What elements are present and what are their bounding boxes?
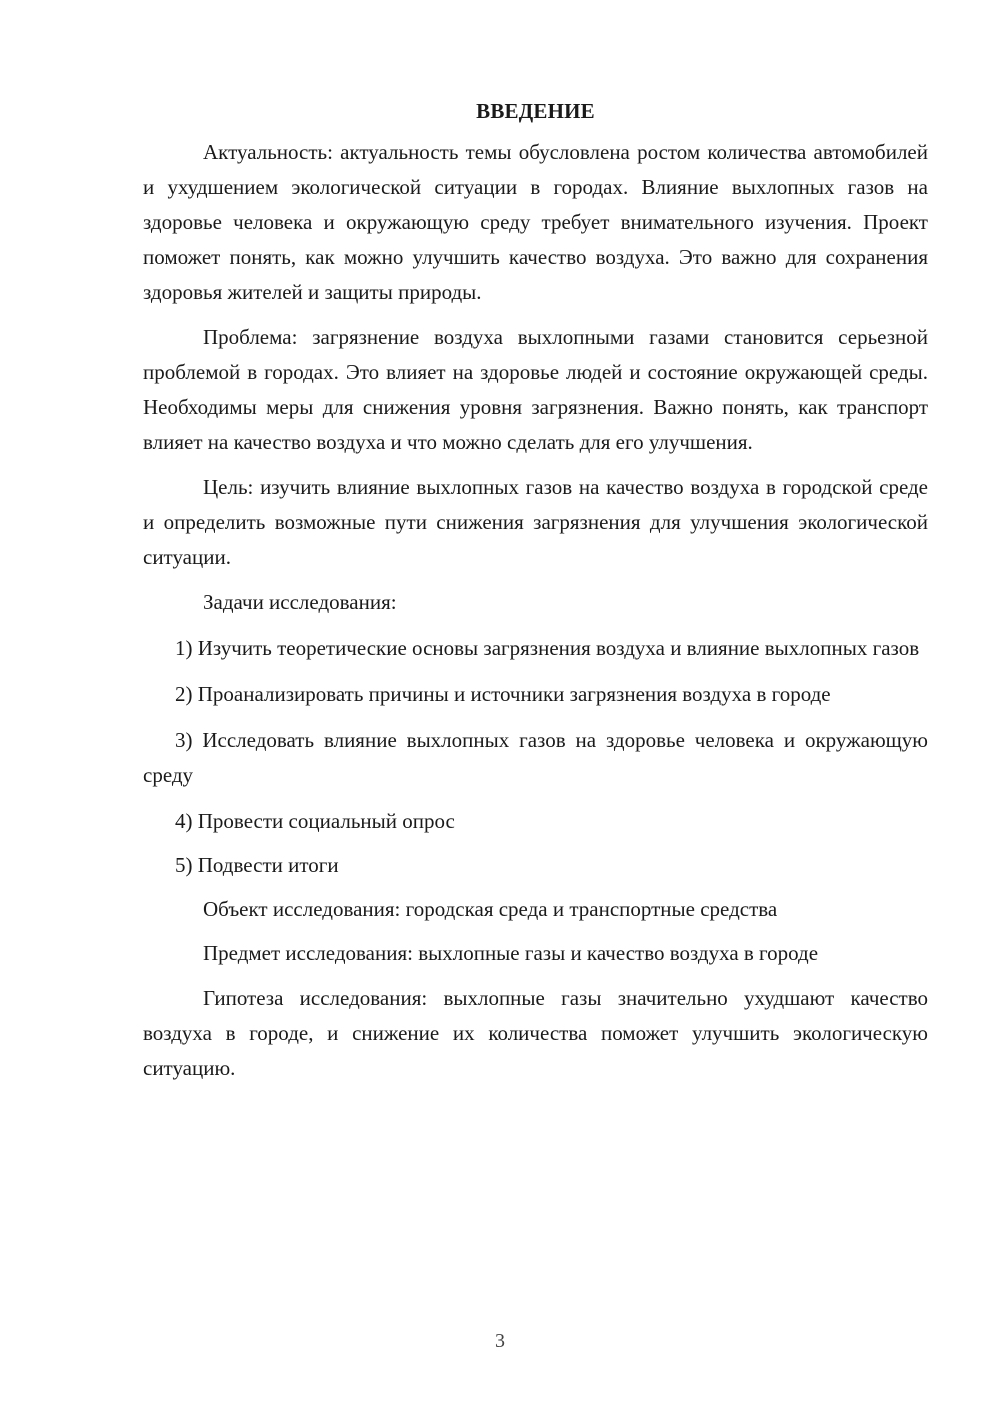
document-page [143, 94, 928, 1086]
problem-paragraph: Проблема: загрязнение воздуха выхлопными газами становится серьезной проблемой в городах. Это влияет на здоровье людей и состояние окружающей среды. Необходимы меры для снижения уровня загрязнения. Важно понять, как транспорт влияет на качество воздуха и что можно сделать для его улучшения. [143, 325, 928, 454]
research-subject: Предмет исследования: выхлопные газы и качество воздуха в городе [203, 941, 819, 965]
relevance-paragraph: Актуальность: актуальность темы обусловлена ростом количества автомобилей и ухудшением экологической ситуации в городах. Влияние выхлопных газов на здоровье человека и окружающую среду требует внимательного изучения. Проект поможет понять, как можно улучшить качество воздуха. Это важно для сохранения здоровья жителей и защиты природы. [143, 140, 928, 304]
page-title: ВВЕДЕНИЕ [476, 99, 595, 123]
task-item-4: 4) Провести социальный опрос [175, 809, 455, 833]
task-item-2: 2) Проанализировать причины и источники загрязнения воздуха в городе [175, 682, 831, 706]
tasks-heading: Задачи исследования: [203, 590, 397, 614]
task-item-5: 5) Подвести итоги [175, 853, 339, 877]
research-hypothesis: Гипотеза исследования: выхлопные газы значительно ухудшают качество воздуха в городе, и снижение их количества поможет улучшить экологическую ситуацию. [143, 986, 928, 1080]
page-number: 3 [495, 1330, 505, 1352]
research-object: Объект исследования: городская среда и транспортные средства [203, 897, 778, 921]
task-item-3: 3) Исследовать влияние выхлопных газов на здоровье человека и окружающую среду [143, 728, 928, 787]
goal-paragraph: Цель: изучить влияние выхлопных газов на качество воздуха в городской среде и определить возможные пути снижения загрязнения для улучшения экологической ситуации. [143, 475, 928, 569]
task-item-1: 1) Изучить теоретические основы загрязнения воздуха и влияние выхлопных газов [175, 636, 920, 660]
